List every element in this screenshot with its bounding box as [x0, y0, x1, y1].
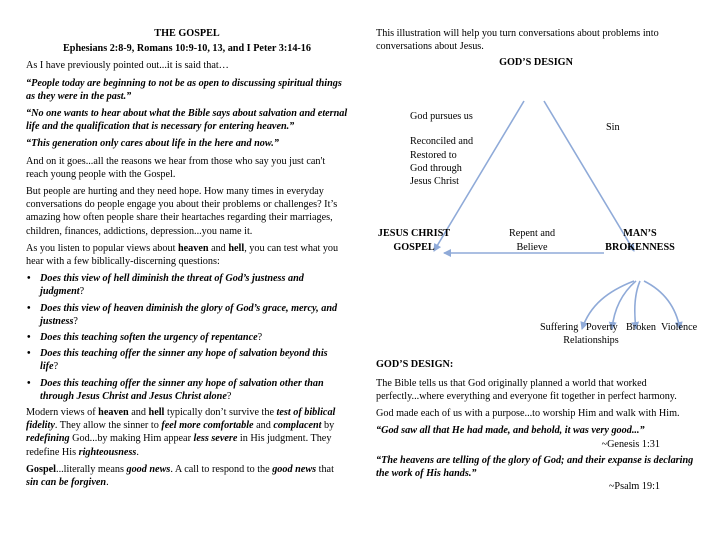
psalm-reference: ~Psalm 19:1	[608, 481, 660, 493]
list-item: • Does this view of hell diminish the threat of God’s justness and judgment?	[26, 272, 348, 298]
poverty-label: Poverty	[586, 322, 618, 334]
broken-label: Broken	[626, 322, 656, 334]
quote-3: “This generation only cares about life in the here and now.”	[26, 138, 279, 150]
repent-believe-label: Repent and Believe	[508, 228, 556, 253]
gods-design-heading: GOD’S DESIGN:	[376, 358, 454, 370]
scripture-references: Ephesians 2:8-9, Romans 10:9-10, 13, and I Peter 3:14-16	[63, 43, 311, 55]
list-item: • Does this teaching offer the sinner any hope of salvation beyond this life?	[26, 347, 348, 373]
right-column	[376, 27, 706, 497]
relationships-label: Relationships	[563, 335, 619, 347]
paragraph-5: Modern views of heaven and hell typically don’t survive the test of biblical fidelity. They allow the sinner to feel more comfortable and complacent by redefining God...by making Him appear less severe in His judgment. They redefine His righteousness.	[26, 407, 336, 458]
list-item: • Does this teaching offer the sinner any hope of salvation other than through Jesus Christ and Jesus Christ alone?	[26, 377, 348, 403]
diagram-lines	[376, 53, 706, 335]
list-item: • Does this teaching soften the urgency of repentance?	[26, 331, 348, 344]
left-column	[26, 27, 348, 493]
quote-1: “People today are beginning to not be as open to discussing spiritual things as they were in the past.”	[26, 77, 342, 102]
illustration-intro: This illustration will help you turn conversations about problems into conversations about Jesus.	[376, 28, 659, 53]
psalm-quote: “The heavens are telling of the glory of God; and their expanse is declaring the work of His hands.”	[376, 454, 694, 480]
gods-design-label: GOD’S DESIGN	[499, 57, 573, 69]
mans-brokenness-label: MAN’S BROKENNESS	[605, 228, 675, 253]
intro-paragraph: As I have previously pointed out...it is said that…	[26, 60, 229, 72]
reconciled-label: Reconciled and Restored to God through Jesus Christ	[410, 136, 474, 188]
paragraph-6: Gospel...literally means good news. A call to respond to the good news that sin can be forgiven.	[26, 463, 334, 489]
paragraph-2: And on it goes...all the reasons we hear from those who say you just can't reach young people with the Gospel.	[26, 155, 326, 180]
discernment-questions	[26, 272, 348, 403]
genesis-reference: ~Genesis 1:31	[601, 438, 660, 450]
quote-2: “No one wants to hear about what the Bible says about salvation and eternal life and the qualification that is necessary for entering heaven.”	[26, 108, 348, 133]
god-pursues-label: God pursues us	[410, 111, 473, 123]
genesis-quote: “God saw all that He had made, and behold, it was very good...”	[376, 425, 645, 437]
gospel-diagram	[376, 53, 706, 335]
paragraph-3: But people are hurting and they need hope. How many times in everyday conversations do people engage you about their problems or challenges? It’s amazing how often people share their heartaches regarding their marriages, children, finances, addictions, depression...you name it.	[26, 186, 338, 237]
design-paragraph-2: God made each of us with a purpose...to worship Him and walk with Him.	[376, 408, 680, 420]
list-item: • Does this view of heaven diminish the glory of God’s grace, mercy, and justness?	[26, 302, 348, 328]
jesus-christ-gospel-label: JESUS CHRIST GOSPEL	[377, 228, 451, 253]
design-paragraph-1: The Bible tells us that God originally planned a world that worked perfectly...where everything and everyone fit together in perfect harmony.	[376, 377, 677, 403]
page-title: THE GOSPEL	[154, 28, 220, 39]
sin-label: Sin	[606, 122, 620, 134]
paragraph-4: As you listen to popular views about heaven and hell, you can test what you hear with a few biblically-discerning questions:	[26, 242, 339, 268]
suffering-label: Suffering	[540, 322, 579, 334]
violence-label: Violence	[661, 322, 698, 334]
